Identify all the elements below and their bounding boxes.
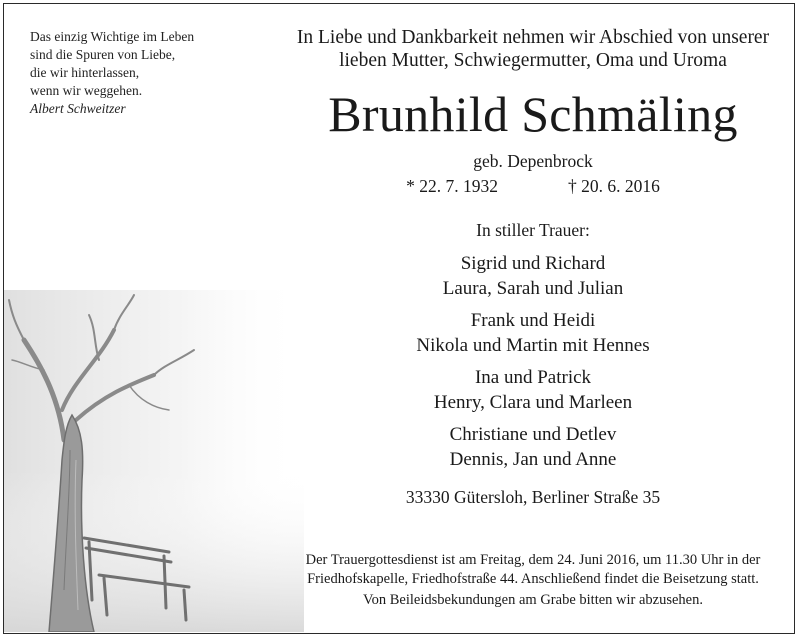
life-dates [268,175,798,197]
family-line: Dennis, Jan und Anne [449,449,617,470]
family-line: Laura, Sarah und Julian [442,278,624,299]
family-group [268,365,798,415]
mourners-list [268,251,798,472]
family-line: Ina und Patrick [474,367,592,388]
epigraph-quote [30,28,270,118]
family-line: Christiane und Detlev [449,424,617,445]
mourning-label: In stiller Trauer: [476,220,590,240]
family-group [268,422,798,472]
main-notice [268,26,798,508]
quote-line: die wir hinterlassen, [30,65,140,80]
condolence-note: Von Beileidsbekundungen am Grabe bitten wir abzusehen. [363,592,703,608]
family-group [268,308,798,358]
intro-line: In Liebe und Dankbarkeit nehmen wir Abschied von unserer [296,27,770,48]
service-line: Friedhofskapelle, Friedhofstraße 44. Anschließend findet die Beisetzung statt. [307,571,759,587]
maiden-name: geb. Depenbrock [473,151,593,171]
funeral-service-info [268,551,798,610]
quote-line: Das einzig Wichtige im Leben [30,29,195,44]
intro-line: lieben Mutter, Schwiegermutter, Oma und Uroma [339,50,727,71]
family-line: Nikola und Martin mit Hennes [416,335,650,356]
death-date: † 20. 6. 2016 [568,176,660,196]
family-line: Henry, Clara und Marleen [433,392,633,413]
family-line: Frank und Heidi [470,310,596,331]
service-line: Der Trauergottesdienst ist am Freitag, dem 24. Juni 2016, um 11.30 Uhr in der [305,552,761,568]
birth-date: * 22. 7. 1932 [406,176,498,196]
intro-text [268,26,798,72]
deceased-name: Brunhild Schmäling [328,86,738,142]
quote-line: wenn wir weggehen. [30,83,143,98]
quote-author: Albert Schweitzer [30,101,126,116]
quote-line: sind die Spuren von Liebe, [30,47,176,62]
family-line: Sigrid und Richard [460,253,606,274]
tree-bench-illustration [4,290,304,632]
family-group [268,251,798,301]
family-address: 33330 Gütersloh, Berliner Straße 35 [405,487,661,507]
